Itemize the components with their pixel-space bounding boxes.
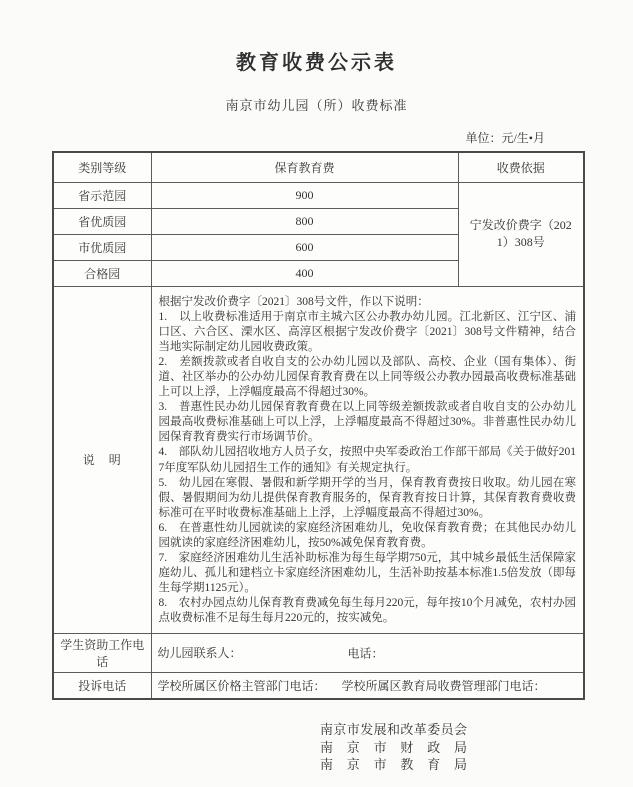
fee-table <box>52 151 585 700</box>
table-header-row <box>53 152 584 182</box>
fee-value: 900 <box>151 182 458 208</box>
category-label: 合格园 <box>53 260 151 286</box>
fee-value: 600 <box>151 234 458 260</box>
price-dept-phone-label: 学校所属区价格主管部门电话： <box>157 678 326 693</box>
authority-line: 南京市教育局 <box>320 757 467 773</box>
complaint-phone-content <box>151 672 584 699</box>
note-item-8: 8. 农村办园点幼儿保育教育费减免每生每月220元，每年按10个月减免，农村办园点收费标准不足每生每月220元的，按实减免。 <box>158 597 576 625</box>
phone-label: 电话： <box>347 646 384 661</box>
note-item-1: 1. 以上收费标准适用于南京市主城六区公办教办幼儿园。江北新区、江宁区、浦口区、六合区、溧水区、高淳区根据宁发改价费字〔2021〕308号文件精神，结合当地实际制定幼儿园收费政策。 <box>158 310 576 353</box>
authority-line: 南京市发展和改革委员会 <box>320 722 467 738</box>
header-cell-category: 类别等级 <box>53 152 151 182</box>
fee-value: 800 <box>151 208 458 234</box>
note-item-3: 3. 普惠性民办幼儿园保育教育费在以上同等级差额拨款或者自收自支的公办幼儿园最高收费标准基础上可以上浮，上浮幅度最高不得超过30%。非普惠性民办幼儿园保育教育费实行市场调节价。 <box>158 401 576 444</box>
note-item-5: 5. 幼儿园在寒假、暑假和新学期开学的当月，保育教育费按日收取。幼儿园在寒假、暑假期间为幼儿提供保育教育服务的，保育教育按日计算，其保育教育费收费标准可在平时收费标准基础上上浮，上浮幅度最高不得超过30%。 <box>158 476 576 519</box>
notes-row <box>53 286 584 633</box>
note-intro: 根据宁发改价费字〔2021〕308号文件，作以下说明： <box>158 295 429 308</box>
unit-label: 单位：元/生•月 <box>465 131 545 145</box>
authority-line: 南京市财政局 <box>320 739 467 755</box>
student-aid-phone-row <box>53 633 584 672</box>
issuing-authorities-block <box>320 721 467 774</box>
notes-label: 说 明 <box>53 286 151 633</box>
issuing-authorities <box>52 721 583 774</box>
category-label: 省示范园 <box>53 182 151 208</box>
page-title: 教育收费公示表 <box>236 52 397 74</box>
complaint-phone-row <box>53 672 584 699</box>
note-item-2: 2. 差额拨款或者自收自支的公办幼儿园以及部队、高校、企业（国有集体）、街道、社区举办的公办幼儿园保育教育费在以上同等级公办教办园最高收费标准基础上可以上浮，上浮幅度最高不得超过30%。 <box>158 355 576 399</box>
category-label: 市优质园 <box>53 234 151 260</box>
header-cell-basis: 收费依据 <box>458 152 584 182</box>
table-row <box>53 182 584 208</box>
note-item-6: 6. 在普惠性幼儿园就读的家庭经济困难幼儿，免收保育教育费；在其他民办幼儿园就读的家庭经济困难幼儿，按50%减免保育教育费。 <box>158 521 576 549</box>
fee-value: 400 <box>151 260 458 286</box>
fee-basis-cell: 宁发改价费字（2021）308号 <box>458 182 584 286</box>
notes-content <box>151 286 584 633</box>
header-cell-fee: 保育教育费 <box>151 152 458 182</box>
category-label: 省优质园 <box>53 208 151 234</box>
note-item-7: 7. 家庭经济困难幼儿生活补助标准为每生每学期750元，其中城乡最低生活保障家庭幼儿、孤儿和建档立卡家庭经济困难幼儿，生活补助按基本标准1.5倍发放（即每生每学期1125元）。 <box>158 552 576 595</box>
note-item-4: 4. 部队幼儿园招收地方人员子女，按照中央军委政治工作部干部局《关于做好2017年度军队幼儿园招生工作的通知》有关规定执行。 <box>158 446 576 474</box>
page-subtitle: 南京市幼儿园（所）收费标准 <box>225 98 408 113</box>
edu-dept-phone-label: 学校所属区教育局收费管理部门电话： <box>341 678 546 693</box>
complaint-phone-label: 投诉电话 <box>53 672 151 699</box>
student-aid-phone-label: 学生资助工作电话 <box>53 633 151 672</box>
student-aid-phone-content <box>151 633 584 672</box>
kindergarten-contact-label: 幼儿园联系人： <box>157 646 242 661</box>
